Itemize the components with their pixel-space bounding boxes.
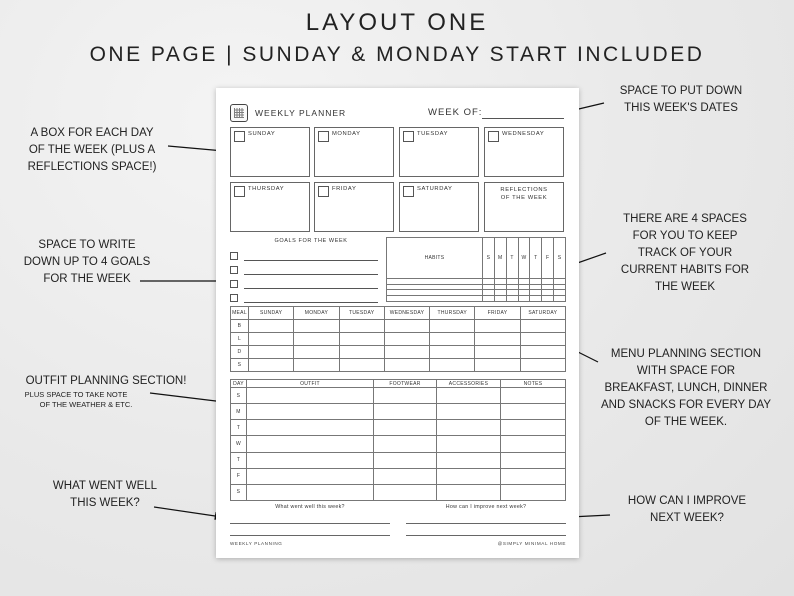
accessories-cell[interactable] <box>437 468 501 484</box>
habits-table <box>386 237 566 302</box>
meal-day-header: TUESDAY <box>339 307 384 320</box>
habit-check-cell[interactable] <box>483 296 495 302</box>
meal-cell[interactable] <box>384 320 429 333</box>
outfit-day-label: S <box>231 484 247 500</box>
note-improve: HOW CAN I IMPROVE NEXT WEEK? <box>627 495 747 524</box>
habit-day-header: T <box>506 238 518 279</box>
day-label: TUESDAY <box>417 131 449 137</box>
footwear-cell[interactable] <box>374 468 437 484</box>
outfit-day-label: T <box>231 420 247 436</box>
meal-cell[interactable] <box>520 359 565 372</box>
goal-checkbox[interactable] <box>230 280 238 288</box>
outfit-table <box>230 379 566 501</box>
planner-sheet <box>216 88 579 558</box>
page-title: LAYOUT ONE <box>305 9 489 36</box>
habit-check-cell[interactable] <box>542 296 554 302</box>
meal-cell[interactable] <box>475 320 520 333</box>
meal-cell[interactable] <box>339 359 384 372</box>
outfit-cell[interactable] <box>247 436 374 452</box>
meal-cell[interactable] <box>384 359 429 372</box>
footer-right: @SIMPLY MINIMAL HOME <box>497 541 566 546</box>
meal-row <box>231 359 566 372</box>
week-of-line <box>482 118 564 119</box>
meal-row-label: B <box>231 320 249 333</box>
outfit-header: DAY <box>231 380 247 388</box>
meal-cell[interactable] <box>475 333 520 346</box>
day-checkbox[interactable] <box>318 186 329 197</box>
meal-cell[interactable] <box>520 320 565 333</box>
outfit-cell[interactable] <box>247 452 374 468</box>
goal-item <box>230 280 380 290</box>
day-checkbox[interactable] <box>318 131 329 142</box>
went-well-line[interactable] <box>230 523 390 524</box>
footwear-cell[interactable] <box>374 404 437 420</box>
meal-day-header: SATURDAY <box>520 307 565 320</box>
meal-day-header: WEDNESDAY <box>384 307 429 320</box>
meal-day-header: MONDAY <box>294 307 339 320</box>
meal-cell[interactable] <box>294 333 339 346</box>
goals-title: GOALS FOR THE WEEK <box>274 238 348 244</box>
day-box-sunday <box>230 127 310 177</box>
footer-left: WEEKLY PLANNING <box>230 541 283 546</box>
goal-checkbox[interactable] <box>230 294 238 302</box>
day-box-saturday <box>399 182 479 232</box>
footwear-cell[interactable] <box>374 420 437 436</box>
day-label: THURSDAY <box>248 186 285 192</box>
habit-day-header: M <box>494 238 506 279</box>
meal-row-label: D <box>231 346 249 359</box>
accessories-cell[interactable] <box>437 420 501 436</box>
habits-header: HABITS <box>387 238 483 279</box>
day-box-thursday <box>230 182 310 232</box>
goal-line[interactable] <box>244 288 378 289</box>
outfit-cell[interactable] <box>247 404 374 420</box>
outfit-day-label: W <box>231 436 247 452</box>
day-checkbox[interactable] <box>403 186 414 197</box>
meal-cell[interactable] <box>249 346 294 359</box>
meal-table <box>230 306 566 372</box>
goal-line[interactable] <box>244 274 378 275</box>
outfit-row <box>231 388 566 404</box>
reflections-label: REFLECTIONS OF THE WEEK <box>500 187 548 201</box>
footwear-cell[interactable] <box>374 452 437 468</box>
notes-cell[interactable] <box>501 452 566 468</box>
outfit-day-label: T <box>231 452 247 468</box>
reflections-box <box>484 182 564 232</box>
notes-cell[interactable] <box>501 388 566 404</box>
note-outfit: OUTFIT PLANNING SECTION! PLUS SPACE TO TAKE NOTE OF THE WEATHER & ETC. <box>24 375 187 409</box>
notes-cell[interactable] <box>501 436 566 452</box>
went-well-question: What went well this week? <box>275 504 345 510</box>
day-box-monday <box>314 127 394 177</box>
goal-line[interactable] <box>244 260 378 261</box>
note-goals: SPACE TO WRITE DOWN UP TO 4 GOALS FOR THE WEEK <box>23 239 151 285</box>
footwear-cell[interactable] <box>374 484 437 500</box>
meal-cell[interactable] <box>475 346 520 359</box>
habit-day-header: F <box>542 238 554 279</box>
day-checkbox[interactable] <box>234 131 245 142</box>
outfit-row <box>231 484 566 500</box>
meal-cell[interactable] <box>249 333 294 346</box>
outfit-cell[interactable] <box>247 420 374 436</box>
accessories-cell[interactable] <box>437 484 501 500</box>
day-box-friday <box>314 182 394 232</box>
meal-cell[interactable] <box>475 359 520 372</box>
outfit-cell[interactable] <box>247 388 374 404</box>
notes-cell[interactable] <box>501 468 566 484</box>
meal-cell[interactable] <box>339 320 384 333</box>
meal-cell[interactable] <box>384 346 429 359</box>
outfit-row <box>231 436 566 452</box>
outfit-header: OUTFIT <box>247 380 374 388</box>
outfit-header: NOTES <box>501 380 566 388</box>
improve-question: How can I improve next week? <box>445 504 527 510</box>
meal-cell[interactable] <box>339 346 384 359</box>
meal-cell[interactable] <box>430 333 475 346</box>
meal-cell[interactable] <box>520 333 565 346</box>
note-habits: THERE ARE 4 SPACES FOR YOU TO KEEP TRACK OF YOUR CURRENT HABITS FOR THE WEEK <box>620 213 750 293</box>
meal-cell[interactable] <box>430 346 475 359</box>
habit-check-cell[interactable] <box>554 296 566 302</box>
meal-cell[interactable] <box>294 346 339 359</box>
day-label: MONDAY <box>332 131 361 137</box>
meal-row-label: S <box>231 359 249 372</box>
meal-cell[interactable] <box>294 359 339 372</box>
footwear-cell[interactable] <box>374 388 437 404</box>
meal-cell[interactable] <box>384 333 429 346</box>
note-went-well: WHAT WENT WELL THIS WEEK? <box>52 480 158 509</box>
meal-cell[interactable] <box>520 346 565 359</box>
meal-cell[interactable] <box>294 320 339 333</box>
habit-check-cell[interactable] <box>518 296 530 302</box>
habit-day-header: S <box>483 238 495 279</box>
outfit-row <box>231 420 566 436</box>
outfit-header: FOOTWEAR <box>374 380 437 388</box>
note-dates: SPACE TO PUT DOWN THIS WEEK'S DATES <box>619 85 743 114</box>
meal-day-header: THURSDAY <box>430 307 475 320</box>
meal-cell[interactable] <box>430 320 475 333</box>
meal-row <box>231 320 566 333</box>
footwear-cell[interactable] <box>374 436 437 452</box>
outfit-row <box>231 452 566 468</box>
day-checkbox[interactable] <box>234 186 245 197</box>
meal-row <box>231 346 566 359</box>
habit-day-header: S <box>554 238 566 279</box>
goal-item <box>230 266 380 276</box>
meal-row-label: L <box>231 333 249 346</box>
meal-day-header: FRIDAY <box>475 307 520 320</box>
day-checkbox[interactable] <box>488 131 499 142</box>
notes-cell[interactable] <box>501 420 566 436</box>
outfit-header: ACCESSORIES <box>437 380 501 388</box>
goal-item <box>230 294 380 304</box>
habit-check-cell[interactable] <box>530 296 542 302</box>
outfit-day-label: F <box>231 468 247 484</box>
habit-check-cell[interactable] <box>506 296 518 302</box>
outfit-row <box>231 468 566 484</box>
goal-checkbox[interactable] <box>230 252 238 260</box>
outfit-cell[interactable] <box>247 484 374 500</box>
day-label: FRIDAY <box>332 186 357 192</box>
habit-day-header: W <box>518 238 530 279</box>
meal-cell[interactable] <box>249 359 294 372</box>
day-checkbox[interactable] <box>403 131 414 142</box>
meal-row <box>231 333 566 346</box>
went-well-line[interactable] <box>230 535 390 536</box>
day-label: SATURDAY <box>417 186 453 192</box>
meal-cell[interactable] <box>249 320 294 333</box>
accessories-cell[interactable] <box>437 388 501 404</box>
note-menu: MENU PLANNING SECTION WITH SPACE FOR BREAKFAST, LUNCH, DINNER AND SNACKS FOR EVERY DAY OF THE WEEK. <box>601 348 771 428</box>
goal-item <box>230 252 380 262</box>
meal-cell[interactable] <box>430 359 475 372</box>
page-subtitle: ONE PAGE | SUNDAY & MONDAY START INCLUDED <box>89 43 705 66</box>
accessories-cell[interactable] <box>437 436 501 452</box>
meal-day-header: SUNDAY <box>249 307 294 320</box>
meal-header: MEAL <box>231 307 249 320</box>
calendar-icon <box>230 104 248 122</box>
notes-cell[interactable] <box>501 404 566 420</box>
improve-line[interactable] <box>406 535 566 536</box>
outfit-row <box>231 404 566 420</box>
notes-cell[interactable] <box>501 484 566 500</box>
habit-row <box>387 296 566 302</box>
day-label: SUNDAY <box>248 131 276 137</box>
accessories-cell[interactable] <box>437 404 501 420</box>
accessories-cell[interactable] <box>437 452 501 468</box>
goal-line[interactable] <box>244 302 378 303</box>
day-box-wednesday <box>484 127 564 177</box>
habit-day-header: T <box>530 238 542 279</box>
planner-title: WEEKLY PLANNER <box>255 108 347 118</box>
outfit-day-label: M <box>231 404 247 420</box>
habit-check-cell[interactable] <box>494 296 506 302</box>
outfit-day-label: S <box>231 388 247 404</box>
note-daybox: A BOX FOR EACH DAY OF THE WEEK (PLUS A REFLECTIONS SPACE!) <box>27 127 157 173</box>
goal-checkbox[interactable] <box>230 266 238 274</box>
habit-cell[interactable] <box>387 296 483 302</box>
improve-line[interactable] <box>406 523 566 524</box>
day-box-tuesday <box>399 127 479 177</box>
outfit-cell[interactable] <box>247 468 374 484</box>
week-of-label: WEEK OF: <box>428 107 483 118</box>
meal-cell[interactable] <box>339 333 384 346</box>
day-label: WEDNESDAY <box>502 131 545 137</box>
